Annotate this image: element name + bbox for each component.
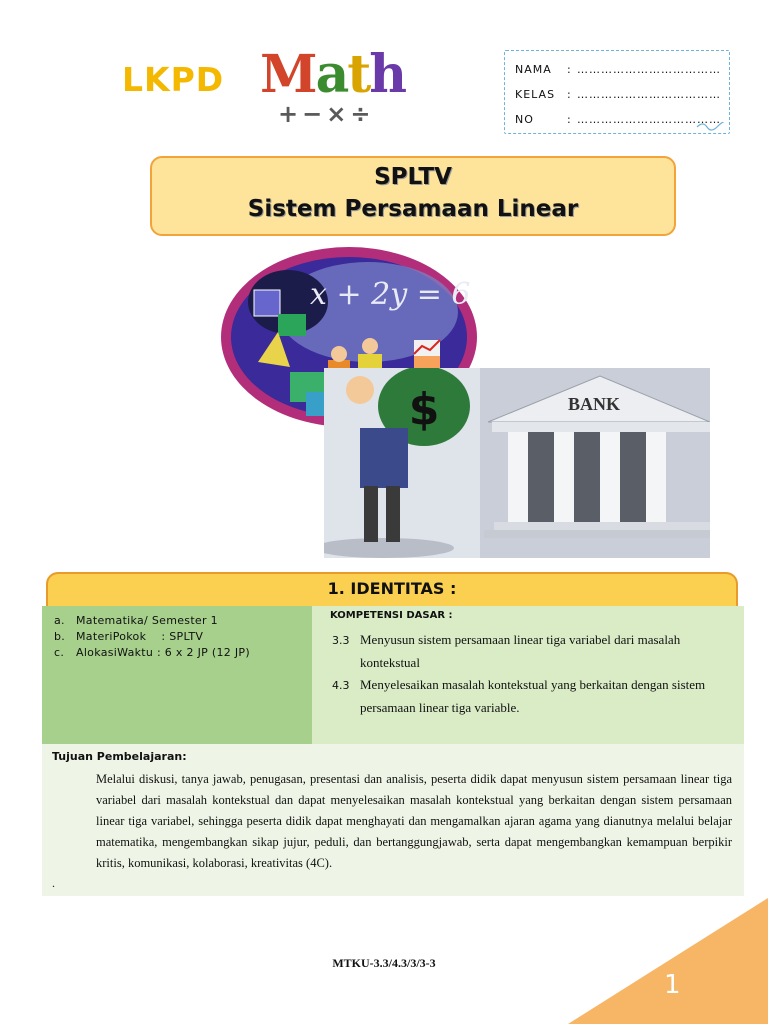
- math-logo-letter: h: [369, 44, 406, 105]
- kompetensi-number: 4.3: [332, 679, 350, 692]
- subject-info-letter: a.: [54, 613, 65, 627]
- identitas-body: [42, 606, 744, 744]
- kompetensi-item: [332, 629, 730, 674]
- title-sub: Sistem Persamaan Linear: [247, 196, 579, 222]
- money-symbol-text: $: [408, 384, 440, 435]
- identity-label: KELAS: [515, 88, 556, 101]
- identity-colon: :: [567, 88, 571, 101]
- tujuan-text: Melalui diskusi, tanya jawab, penugasan, presentasi dan analisis, peserta didik dapat menyusun sistem persamaan linear tiga variabel dari masalah kontekstual dan dapat menyelesaikan masalah kontekstual yang berkaitan dengan sistem persamaan linear tiga variabel, sehingga peserta didik dapat menghayati dan mengamalkan ajaran agama yang dianutnya melalui belajar matematika, mengembangkan sikap jujur, peduli, dan bertanggungjawab, serta dapat mengembangkan kemampuan berpikir kritis, komunikasi, kolaborasi, kreativitas (4C).: [96, 772, 732, 870]
- kompetensi-number: 3.3: [332, 634, 350, 647]
- math-logo-letter: a: [315, 44, 348, 105]
- tujuan-pembelajaran-panel: [42, 744, 744, 896]
- identity-label: NAMA: [515, 63, 552, 76]
- kompetensi-text-continued: persamaan linear tiga variable.: [360, 700, 520, 715]
- math-logo: [256, 40, 416, 132]
- math-equation-text: x + 2y = 6: [310, 277, 471, 312]
- kompetensi-item: [332, 674, 730, 719]
- lkpd-logo-text: LKPD: [122, 60, 225, 99]
- identity-colon: :: [567, 113, 571, 126]
- page-number: 1: [664, 970, 681, 1000]
- kompetensi-text: Menyusun sistem persamaan linear tiga variabel dari masalah: [360, 632, 681, 647]
- document-code: MTKU-3.3/4.3/3/3-3: [332, 956, 436, 970]
- subject-info-letter: b.: [54, 629, 66, 643]
- identity-blank[interactable]: ………………………………: [577, 63, 721, 76]
- title-banner: [150, 156, 676, 236]
- subject-info-panel: [42, 606, 312, 744]
- math-operators: +−×÷: [278, 100, 375, 128]
- tujuan-trailing: .: [52, 876, 55, 890]
- page-corner-decoration: [568, 898, 768, 1024]
- subject-info-text: AlokasiWaktu : 6 x 2 JP (12 JP): [76, 645, 250, 659]
- identity-colon: :: [567, 63, 571, 76]
- subject-info-item: [54, 644, 312, 660]
- subject-info-letter: c.: [54, 645, 65, 659]
- math-logo-letter: M: [260, 44, 316, 105]
- bank-illustration: [324, 368, 710, 558]
- subject-info-text: MateriPokok : SPLTV: [76, 629, 204, 643]
- kompetensi-dasar-panel: [312, 606, 744, 744]
- kompetensi-dasar-title: KOMPETENSI DASAR :: [330, 610, 453, 621]
- identitas-heading: 1. IDENTITAS :: [46, 572, 738, 608]
- identity-row-kelas: [515, 82, 729, 107]
- math-logo-letter: t: [347, 44, 370, 105]
- subject-info-item: [54, 628, 312, 644]
- kompetensi-text-continued: kontekstual: [360, 655, 420, 670]
- subject-info-item: [54, 612, 312, 628]
- pen-squiggle-icon: [695, 119, 725, 131]
- tujuan-title: Tujuan Pembelajaran:: [52, 750, 187, 763]
- subject-info-text: Matematika/ Semester 1: [76, 613, 218, 627]
- title-main: SPLTV: [374, 164, 452, 190]
- bank-sign-text: BANK: [567, 394, 621, 414]
- identity-blank[interactable]: ………………………………: [577, 88, 721, 101]
- math-logo-word: [260, 44, 405, 105]
- identity-blank[interactable]: ………………………………: [577, 113, 721, 126]
- student-identity-box: [504, 50, 730, 134]
- kompetensi-text: Menyelesaikan masalah kontekstual yang berkaitan dengan sistem: [360, 677, 706, 692]
- identity-row-nama: [515, 57, 729, 82]
- identity-label: NO: [515, 113, 534, 126]
